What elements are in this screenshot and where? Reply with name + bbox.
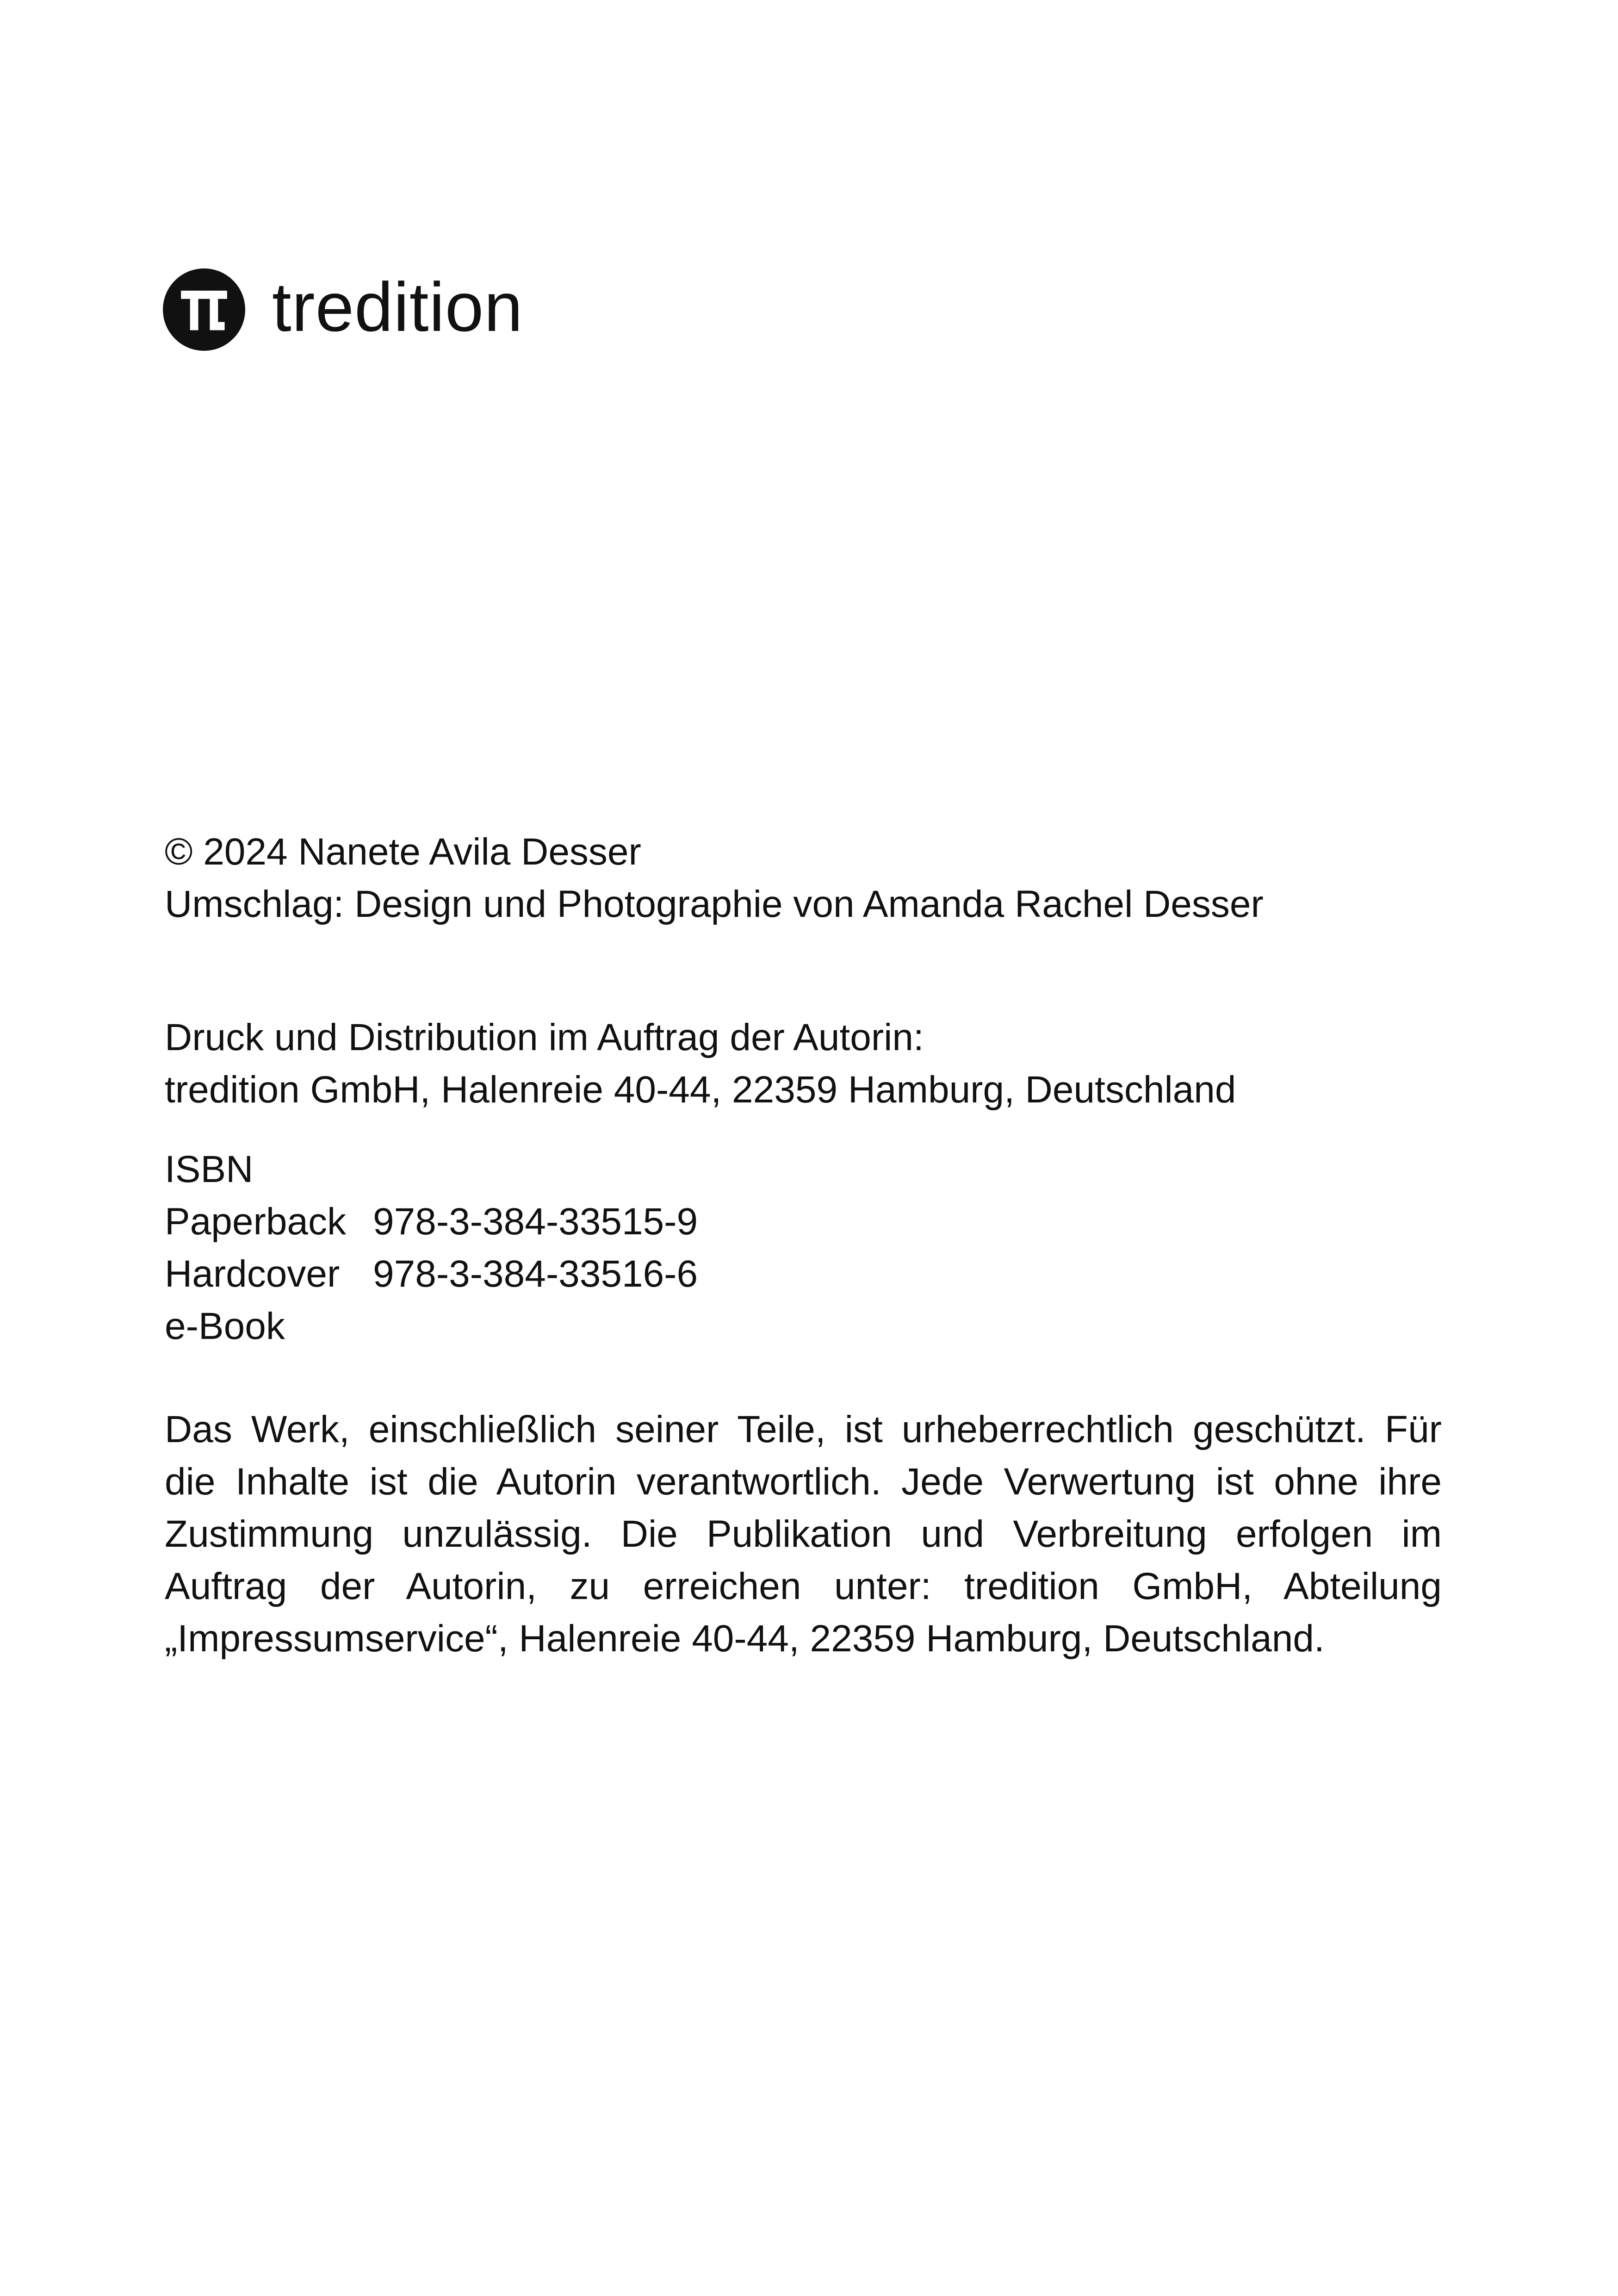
legal-line: die Inhalte ist die Autorin verantwortlich. Jede Verwertung ist ohne ihre (165, 1461, 1442, 1503)
publisher-logo (163, 268, 523, 351)
legal-line: Das Werk, einschließlich seiner Teile, ist urheberrechtlich geschützt. Für (165, 1408, 1442, 1450)
isbn-label: e-Book (165, 1305, 285, 1347)
legal-notice (165, 1403, 1442, 1665)
isbn-row-paperback (165, 1195, 1442, 1248)
isbn-label: Paperback (165, 1201, 347, 1243)
tredition-logo-icon (163, 268, 245, 351)
legal-line: Zustimmung unzulässig. Die Publikation und Verbreitung erfolgen im (165, 1513, 1442, 1555)
legal-line: Auftrag der Autorin, zu erreichen unter: tredition GmbH, Abteilung (165, 1565, 1442, 1607)
isbn-heading: ISBN (165, 1148, 254, 1190)
isbn-label: Hardcover (165, 1253, 340, 1295)
isbn-block (165, 1143, 1442, 1352)
isbn-value: 978-3-384-33516-6 (373, 1253, 698, 1295)
logo-wordmark: tredition (272, 268, 523, 346)
copyright-block (165, 826, 1442, 930)
distribution-line: Druck und Distribution im Auftrag der Autorin: (165, 1016, 924, 1058)
copyright-line: © 2024 Nanete Avila Desser (165, 831, 641, 873)
isbn-value: 978-3-384-33515-9 (373, 1201, 698, 1243)
distribution-block (165, 1011, 1442, 1116)
isbn-row-ebook (165, 1300, 1442, 1352)
isbn-row-hardcover (165, 1248, 1442, 1300)
publisher-address-line: tredition GmbH, Halenreie 40-44, 22359 Hamburg, Deutschland (165, 1069, 1236, 1111)
cover-credit-line: Umschlag: Design und Photographie von Amanda Rachel Desser (165, 883, 1264, 925)
legal-line: „Impressumservice“, Halenreie 40-44, 22359 Hamburg, Deutschland. (165, 1618, 1325, 1660)
